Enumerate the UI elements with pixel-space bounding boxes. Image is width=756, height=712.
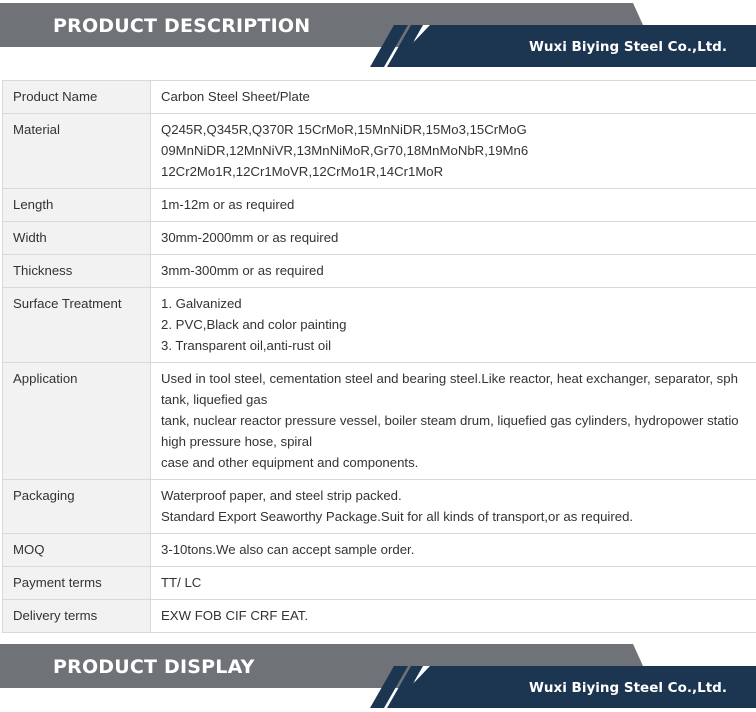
table-row (3, 480, 756, 534)
row-label: Material (3, 114, 151, 189)
table-row (3, 363, 756, 480)
row-label: Width (3, 222, 151, 255)
row-label: Delivery terms (3, 600, 151, 633)
spec-table (2, 80, 756, 633)
value-line: Used in tool steel, cementation steel and bearing steel.Like reactor, heat exchanger, separator, sph (161, 371, 738, 386)
row-label: Product Name (3, 81, 151, 114)
row-value (151, 222, 756, 255)
section-title: PRODUCT DESCRIPTION (53, 15, 311, 37)
value-line: Carbon Steel Sheet/Plate (161, 89, 310, 104)
value-line: high pressure hose, spiral (161, 434, 313, 449)
row-label: Length (3, 189, 151, 222)
value-line: EXW FOB CIF CRF EAT. (161, 608, 309, 623)
value-line: 2. PVC,Black and color painting (161, 317, 347, 332)
row-label: Payment terms (3, 567, 151, 600)
row-value (151, 534, 756, 567)
row-value (151, 189, 756, 222)
section-title: PRODUCT DISPLAY (53, 656, 255, 678)
row-value (151, 114, 756, 189)
table-row (3, 81, 756, 114)
value-line: 12Cr2Mo1R,12Cr1MoVR,12CrMo1R,14Cr1MoR (161, 164, 444, 179)
row-label: Surface Treatment (3, 288, 151, 363)
table-row (3, 600, 756, 633)
value-line: 1m-12m or as required (161, 197, 295, 212)
table-row (3, 288, 756, 363)
value-line: 3. Transparent oil,anti-rust oil (161, 338, 332, 353)
company-name: Wuxi Biying Steel Co.,Ltd. (529, 39, 727, 55)
row-label: Thickness (3, 255, 151, 288)
row-label: MOQ (3, 534, 151, 567)
value-line: Waterproof paper, and steel strip packed. (161, 488, 402, 503)
table-row (3, 255, 756, 288)
product-display-banner (0, 644, 756, 711)
value-line: Standard Export Seaworthy Package.Suit for all kinds of transport,or as required. (161, 509, 634, 524)
value-line: case and other equipment and components. (161, 455, 419, 470)
row-value (151, 255, 756, 288)
row-value (151, 363, 756, 480)
value-line: tank, nuclear reactor pressure vessel, boiler steam drum, liquefied gas cylinders, hydropower statio (161, 413, 739, 428)
row-value (151, 600, 756, 633)
company-name: Wuxi Biying Steel Co.,Ltd. (529, 680, 727, 696)
table-row (3, 567, 756, 600)
row-label: Packaging (3, 480, 151, 534)
value-line: Q245R,Q345R,Q370R 15CrMoR,15MnNiDR,15Mo3,15CrMoG (161, 122, 527, 137)
row-value (151, 480, 756, 534)
value-line: 1. Galvanized (161, 296, 242, 311)
row-value (151, 81, 756, 114)
table-row (3, 189, 756, 222)
value-line: tank, liquefied gas (161, 392, 268, 407)
value-line: 3-10tons.We also can accept sample order. (161, 542, 415, 557)
table-row (3, 222, 756, 255)
value-line: 09MnNiDR,12MnNiVR,13MnNiMoR,Gr70,18MnMoNbR,19Mn6 (161, 143, 529, 158)
product-description-banner (0, 3, 756, 70)
table-row (3, 534, 756, 567)
row-value (151, 567, 756, 600)
value-line: 3mm-300mm or as required (161, 263, 324, 278)
row-label: Application (3, 363, 151, 480)
value-line: 30mm-2000mm or as required (161, 230, 339, 245)
value-line: TT/ LC (161, 575, 202, 590)
row-value (151, 288, 756, 363)
table-row (3, 114, 756, 189)
